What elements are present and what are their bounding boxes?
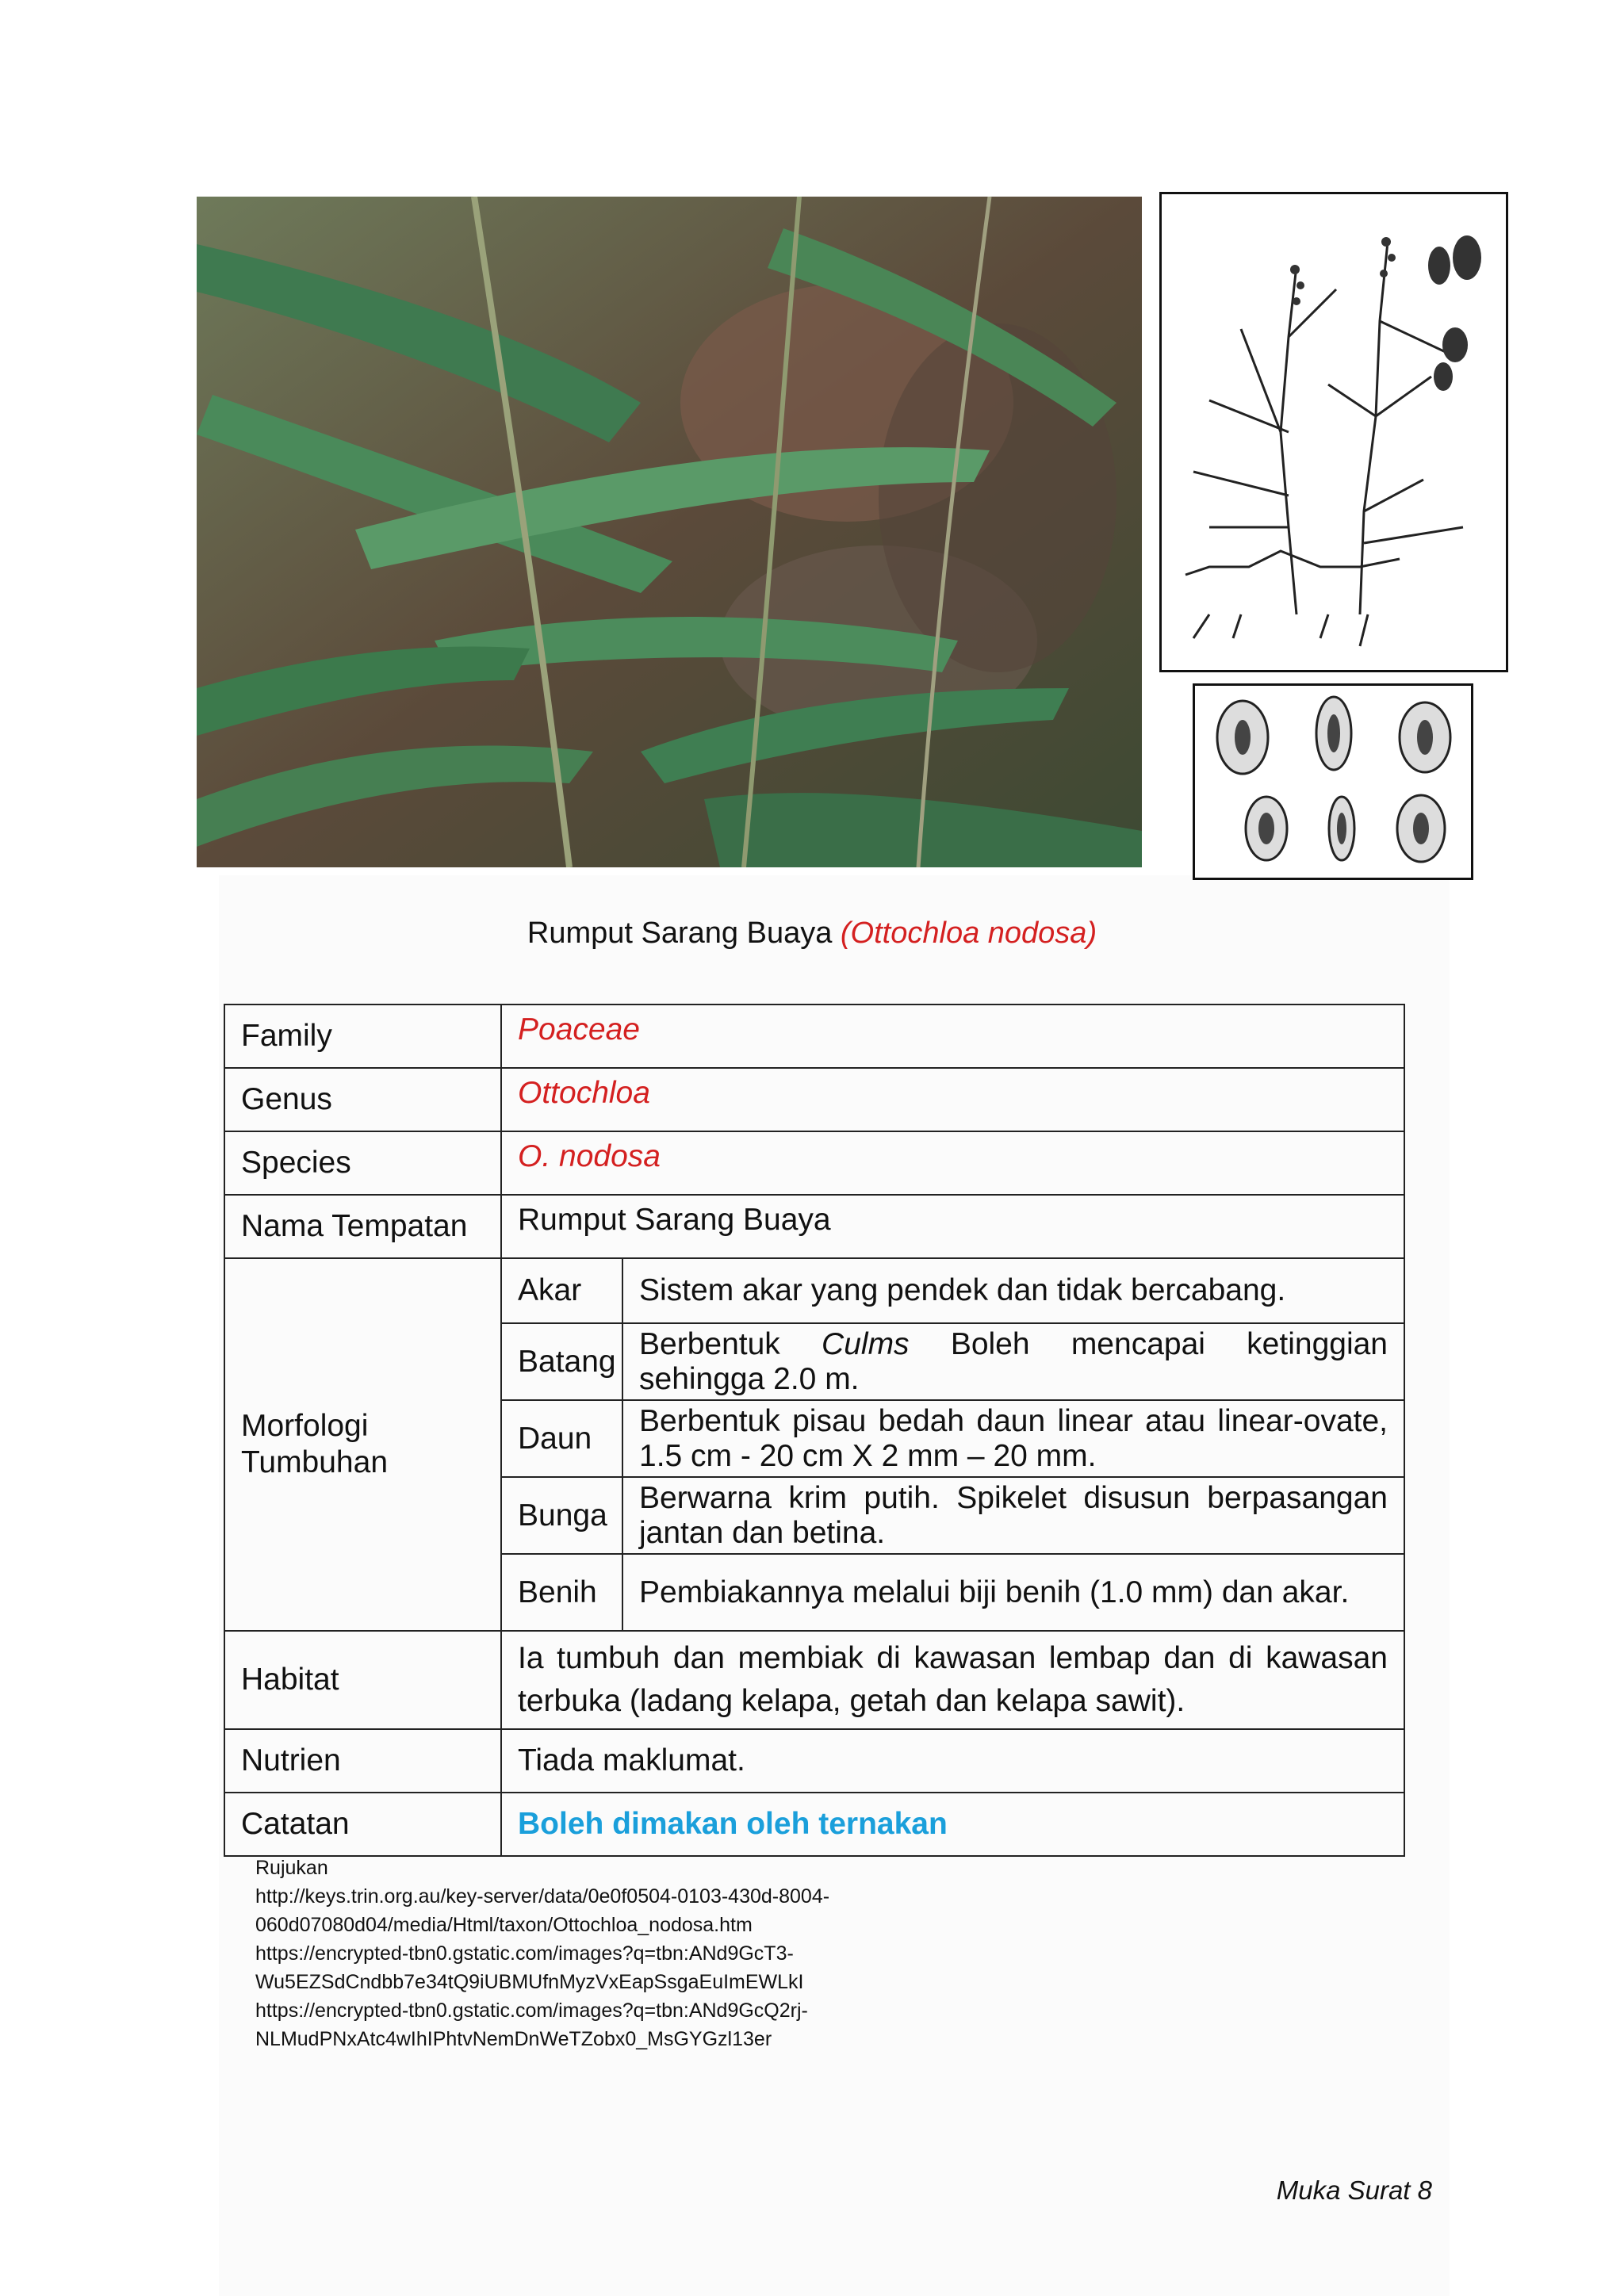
spikelet-seed-drawing (1193, 683, 1473, 880)
grass-leaves-photo (197, 197, 1142, 867)
morph-part: Benih (501, 1554, 622, 1631)
morph-desc-italic: Culms (822, 1326, 910, 1361)
morph-desc: Berwarna krim putih. Spikelet disusun berpasangan jantan dan betina. (622, 1477, 1404, 1554)
habitat-value: Ia tumbuh dan membiak di kawasan lembap dan di kawasan terbuka (ladang kelapa, getah dan kelapa sawit). (501, 1631, 1404, 1729)
row-local-name (224, 1195, 1404, 1258)
figure-caption (0, 916, 1624, 951)
reference-line: https://encrypted-tbn0.gstatic.com/images?q=tbn:ANd9GcT3- (255, 1942, 794, 1965)
caption-scientific-name: (Ottochloa nodosa) (840, 916, 1097, 950)
reference-line: https://encrypted-tbn0.gstatic.com/images?q=tbn:ANd9GcQ2rj- (255, 1999, 808, 2022)
plant-info-table (224, 1004, 1405, 1857)
row-species (224, 1131, 1404, 1195)
plant-line-drawing (1159, 192, 1508, 672)
family-label: Family (224, 1004, 501, 1068)
morph-part: Bunga (501, 1477, 622, 1554)
species-value: O. nodosa (501, 1131, 1404, 1195)
morph-desc-before: Berbentuk (639, 1326, 822, 1361)
local-name-label: Nama Tempatan (224, 1195, 501, 1258)
row-morphology-akar (224, 1258, 1404, 1323)
genus-label: Genus (224, 1068, 501, 1131)
reference-line: Wu5EZSdCndbb7e34tQ9iUBMUfnMyzVxEapSsgaEuImEWLkI (255, 1971, 804, 1993)
morph-desc: Sistem akar yang pendek dan tidak bercabang. (622, 1258, 1404, 1323)
notes-label: Catatan (224, 1793, 501, 1856)
row-genus (224, 1068, 1404, 1131)
reference-line: 060d07080d04/media/Html/taxon/Ottochloa_nodosa.htm (255, 1914, 753, 1936)
genus-value: Ottochloa (501, 1068, 1404, 1131)
caption-common-name: Rumput Sarang Buaya (527, 916, 841, 950)
habitat-label: Habitat (224, 1631, 501, 1729)
page-number: Muka Surat 8 (1276, 2175, 1432, 2205)
row-family (224, 1004, 1404, 1068)
row-notes (224, 1793, 1404, 1856)
nutrient-value: Tiada maklumat. (501, 1729, 1404, 1793)
row-nutrient (224, 1729, 1404, 1793)
morph-part: Batang (501, 1323, 622, 1400)
morph-desc-after: Boleh mencapai ketinggian sehingga 2.0 m. (639, 1326, 1388, 1396)
nutrient-label: Nutrien (224, 1729, 501, 1793)
local-name-value: Rumput Sarang Buaya (501, 1195, 1404, 1258)
morph-desc: Pembiakannya melalui biji benih (1.0 mm) dan akar. (622, 1554, 1404, 1631)
morphology-label-line2: Tumbuhan (241, 1445, 389, 1479)
references-heading: Rujukan (255, 1857, 328, 1879)
species-label: Species (224, 1131, 501, 1195)
morphology-label-line1: Morfologi (241, 1409, 369, 1443)
morph-part: Daun (501, 1400, 622, 1477)
family-value: Poaceae (501, 1004, 1404, 1068)
references (255, 1854, 969, 2053)
row-habitat (224, 1631, 1404, 1729)
morphology-label (224, 1258, 501, 1631)
reference-line: NLMudPNxAtc4wIhIPhtvNemDnWeTZobx0_MsGYGzl13er (255, 2028, 772, 2050)
morph-part: Akar (501, 1258, 622, 1323)
notes-value: Boleh dimakan oleh ternakan (501, 1793, 1404, 1856)
morph-desc (622, 1323, 1404, 1400)
morph-desc: Berbentuk pisau bedah daun linear atau linear-ovate, 1.5 cm - 20 cm X 2 mm – 20 mm. (622, 1400, 1404, 1477)
reference-line: http://keys.trin.org.au/key-server/data/0e0f0504-0103-430d-8004- (255, 1885, 830, 1908)
